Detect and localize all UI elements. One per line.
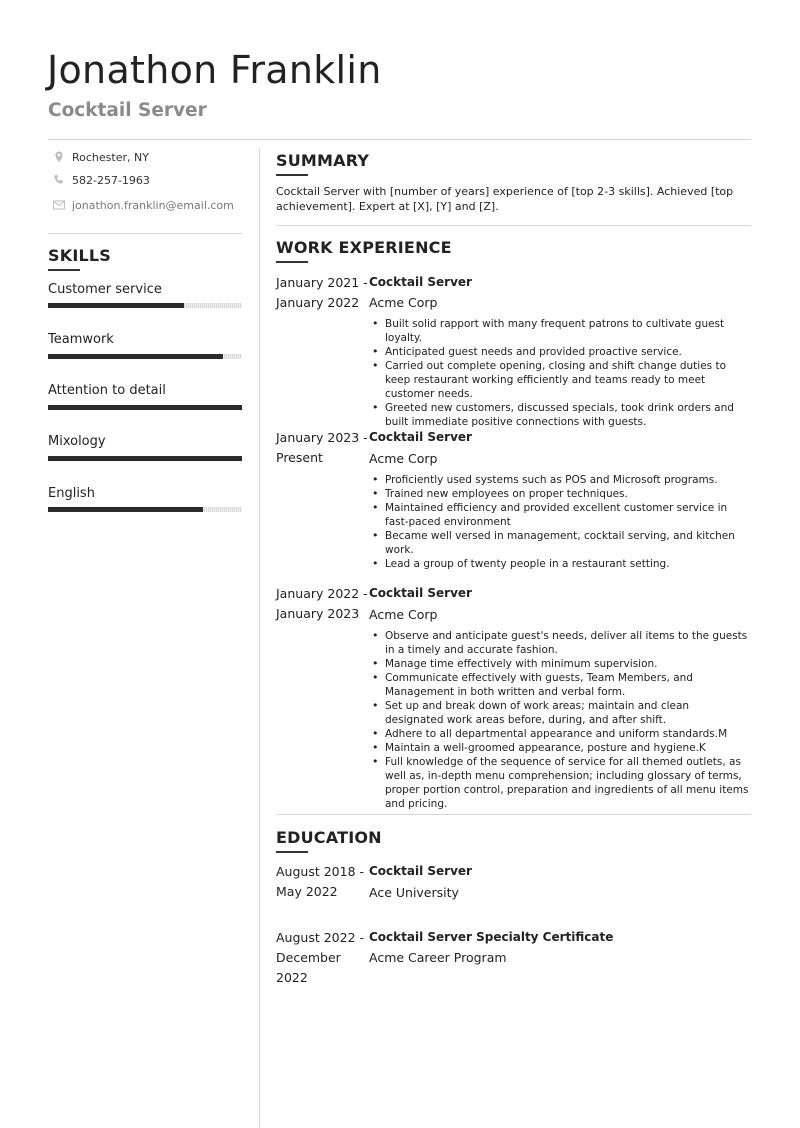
education-school: Ace University <box>369 885 459 900</box>
job-date-start: January 2023 - <box>276 430 368 445</box>
job-date <box>276 584 368 624</box>
candidate-name: Jonathon Franklin <box>47 48 382 92</box>
location-pin-icon <box>52 150 66 164</box>
skill-name: Mixology <box>48 434 106 449</box>
contact-email[interactable] <box>48 196 248 214</box>
education-date-end: May 2022 <box>276 884 338 899</box>
summary-divider <box>276 225 751 226</box>
job-bullet: • Greeted new customers, discussed specials, took drink orders and built immediate positive connections with guests. <box>369 401 749 429</box>
skills-heading-underline <box>48 269 80 271</box>
skill-name: Attention to detail <box>48 383 166 398</box>
education-school: Acme Career Program <box>369 950 507 965</box>
skill-name: English <box>48 486 95 501</box>
contact-email-text[interactable]: jonathon.franklin@email.com <box>72 198 234 212</box>
job-date-start: January 2022 - <box>276 586 368 601</box>
skill-bar-fill <box>48 507 203 512</box>
job-bullet: • Maintained efficiency and provided excellent customer service in fast-paced environment <box>369 501 749 529</box>
education-date <box>276 862 368 902</box>
column-divider <box>259 148 260 1128</box>
job-role: Cocktail Server <box>369 586 472 600</box>
summary-heading-underline <box>276 174 308 176</box>
skill-bar <box>48 354 242 359</box>
job-bullet: • Trained new employees on proper techniques. <box>369 487 749 501</box>
skill-bar-fill <box>48 456 242 461</box>
job-bullet: • Proficiently used systems such as POS and Microsoft programs. <box>369 473 749 487</box>
job-bullet: • Full knowledge of the sequence of service for all themed outlets, as well as, in-depth menu comprehension; including glossary of terms, proper portion control, preparation and ingredients of all menu items and pricing. <box>369 755 749 811</box>
skills-heading: SKILLS <box>48 246 111 265</box>
job-bullet: • Lead a group of twenty people in a restaurant setting. <box>369 557 749 571</box>
education-date-end: December 2022 <box>276 950 341 985</box>
skill-bar <box>48 303 242 308</box>
education-date <box>276 928 368 988</box>
contact-location-text: Rochester, NY <box>72 150 149 164</box>
skill-name: Teamwork <box>48 332 114 347</box>
contact-location <box>48 148 248 166</box>
skill-name: Customer service <box>48 282 162 297</box>
skill-bar-fill <box>48 303 184 308</box>
job-bullets <box>369 317 749 429</box>
job-bullet: • Maintain a well-groomed appearance, posture and hygiene.K <box>369 741 749 755</box>
job-role: Cocktail Server <box>369 275 472 289</box>
job-company: Acme Corp <box>369 295 438 310</box>
job-bullet: • Built solid rapport with many frequent patrons to cultivate guest loyalty. <box>369 317 749 345</box>
job-bullets <box>369 629 749 811</box>
job-company: Acme Corp <box>369 451 438 466</box>
work-heading: WORK EXPERIENCE <box>276 238 452 257</box>
job-date-end: January 2022 <box>276 295 360 310</box>
contact-divider <box>48 233 242 234</box>
job-bullet: • Observe and anticipate guest's needs, deliver all items to the guests in a timely and accurate fashion. <box>369 629 749 657</box>
job-bullet: • Manage time effectively with minimum supervision. <box>369 657 749 671</box>
education-date-start: August 2022 - <box>276 930 365 945</box>
work-heading-underline <box>276 261 308 263</box>
contact-phone-text: 582-257-1963 <box>72 173 150 187</box>
contact-phone <box>48 171 248 189</box>
job-bullet: • Carried out complete opening, closing and shift change duties to keep restaurant working efficiently and teams ready to meet customer needs. <box>369 359 749 401</box>
summary-heading: SUMMARY <box>276 151 370 170</box>
phone-icon <box>52 173 66 187</box>
job-role: Cocktail Server <box>369 430 472 444</box>
education-degree: Cocktail Server <box>369 864 472 878</box>
education-heading-underline <box>276 851 308 853</box>
job-bullet: • Became well versed in management, cocktail serving, and kitchen work. <box>369 529 749 557</box>
summary-text: Cocktail Server with [number of years] experience of [top 2-3 skills]. Achieved [top achievement]. Expert at [X], [Y] and [Z]. <box>276 185 734 213</box>
job-date <box>276 273 368 313</box>
job-date-start: January 2021 - <box>276 275 368 290</box>
skill-bar-fill <box>48 354 223 359</box>
work-divider <box>276 814 751 815</box>
job-bullet: • Anticipated guest needs and provided proactive service. <box>369 345 749 359</box>
skill-bar <box>48 405 242 410</box>
job-bullet: • Adhere to all departmental appearance and uniform standards.M <box>369 727 749 741</box>
job-date-end: Present <box>276 450 323 465</box>
skill-bar-fill <box>48 405 242 410</box>
job-company: Acme Corp <box>369 607 438 622</box>
education-degree: Cocktail Server Specialty Certificate <box>369 930 614 944</box>
skill-bar <box>48 456 242 461</box>
mail-icon <box>52 198 66 212</box>
header-divider <box>48 139 751 140</box>
education-date-start: August 2018 - <box>276 864 365 879</box>
education-heading: EDUCATION <box>276 828 382 847</box>
job-bullets <box>369 473 749 571</box>
job-title: Cocktail Server <box>48 100 207 121</box>
job-date <box>276 428 368 468</box>
skill-bar <box>48 507 242 512</box>
job-bullet: • Set up and break down of work areas; maintain and clean designated work areas before, during, and after shift. <box>369 699 749 727</box>
job-bullet: • Communicate effectively with guests, Team Members, and Management in both written and verbal form. <box>369 671 749 699</box>
job-date-end: January 2023 <box>276 606 360 621</box>
